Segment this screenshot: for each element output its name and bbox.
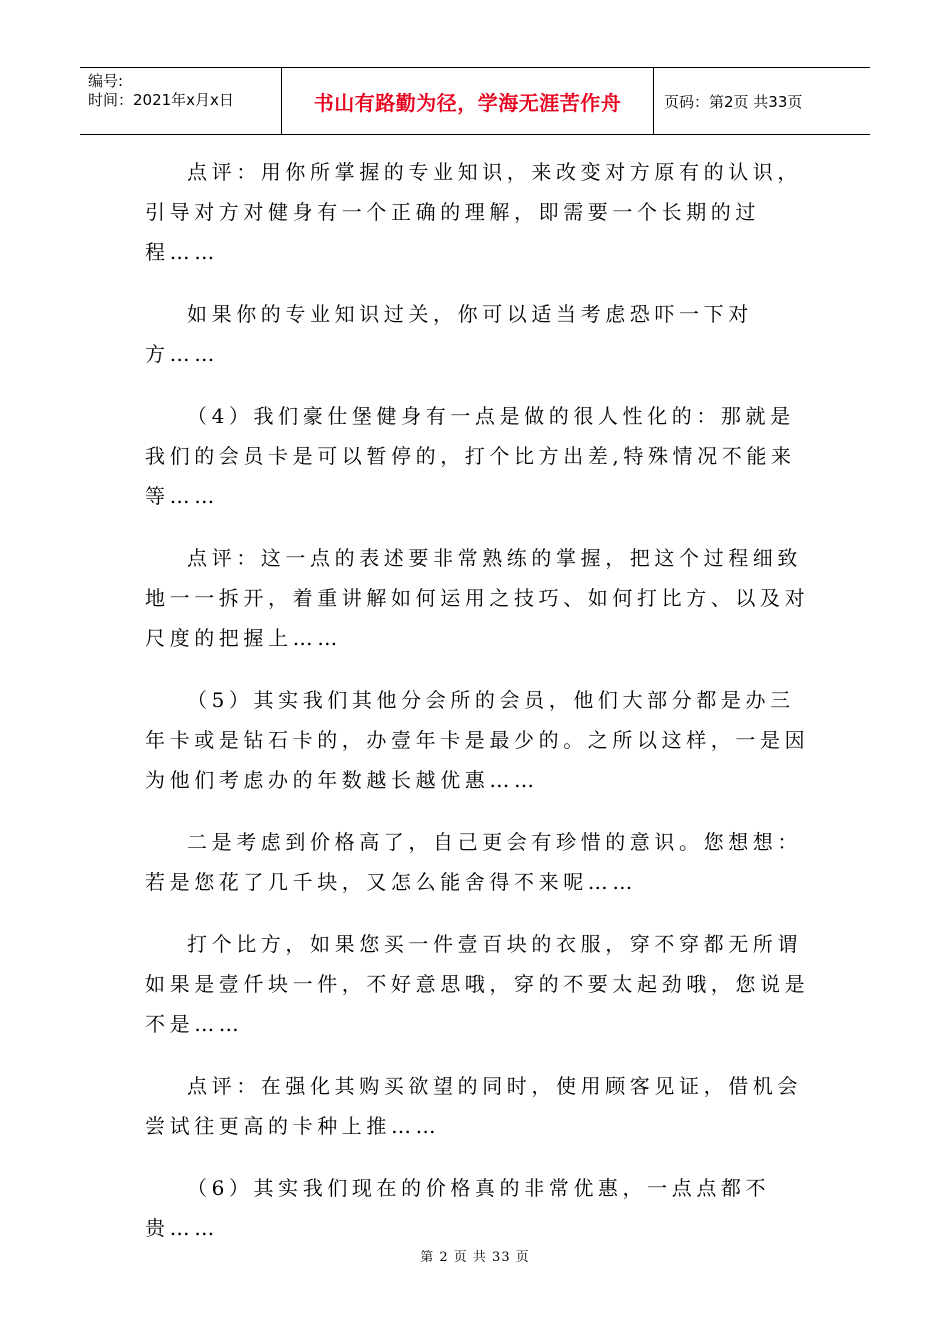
paragraph: （4）我们豪仕堡健身有一点是做的很人性化的：那就是我们的会员卡是可以暂停的，打个比方出差,特殊情况不能来等…… <box>145 404 796 508</box>
header-motto: 书山有路勤为径，学海无涯苦作舟 <box>282 68 654 134</box>
paragraph: 二是考虑到价格高了，自己更会有珍惜的意识。您想想：若是您花了几千块，又怎么能舍得不来呢…… <box>145 830 802 894</box>
paragraph: （6）其实我们现在的价格真的非常优惠，一点点都不贵…… <box>145 1176 771 1240</box>
paragraph: 点评：这一点的表述要非常熟练的掌握，把这个过程细致地一一拆开，着重讲解如何运用之技巧、如何打比方、以及对尺度的把握上…… <box>145 546 810 650</box>
document-number-label: 编号: <box>88 72 124 90</box>
paragraph: 如果你的专业知识过关，你可以适当考虑恐吓一下对方…… <box>145 302 753 366</box>
page-footer: 第 2 页 共 33 页 <box>420 1250 530 1265</box>
header-page-info: 页码：第2页 共33页 <box>664 92 803 111</box>
page-header <box>80 67 870 135</box>
document-date: 时间：2021年x月x日 <box>88 91 234 109</box>
paragraph: 点评：用你所掌握的专业知识，来改变对方原有的认识，引导对方对健身有一个正确的理解，即需要一个长期的过程…… <box>145 160 802 264</box>
document-body <box>145 152 810 1270</box>
paragraph: 点评：在强化其购买欲望的同时，使用顾客见证，借机会尝试往更高的卡种上推…… <box>145 1074 802 1138</box>
header-meta <box>80 68 282 134</box>
paragraph: 打个比方，如果您买一件壹百块的衣服，穿不穿都无所谓如果是壹仟块一件，不好意思哦，穿的不要太起劲哦，您说是不是…… <box>145 932 810 1036</box>
paragraph: （5）其实我们其他分会所的会员，他们大部分都是办三年卡或是钻石卡的，办壹年卡是最少的。之所以这样，一是因为他们考虑办的年数越长越优惠…… <box>145 688 810 792</box>
